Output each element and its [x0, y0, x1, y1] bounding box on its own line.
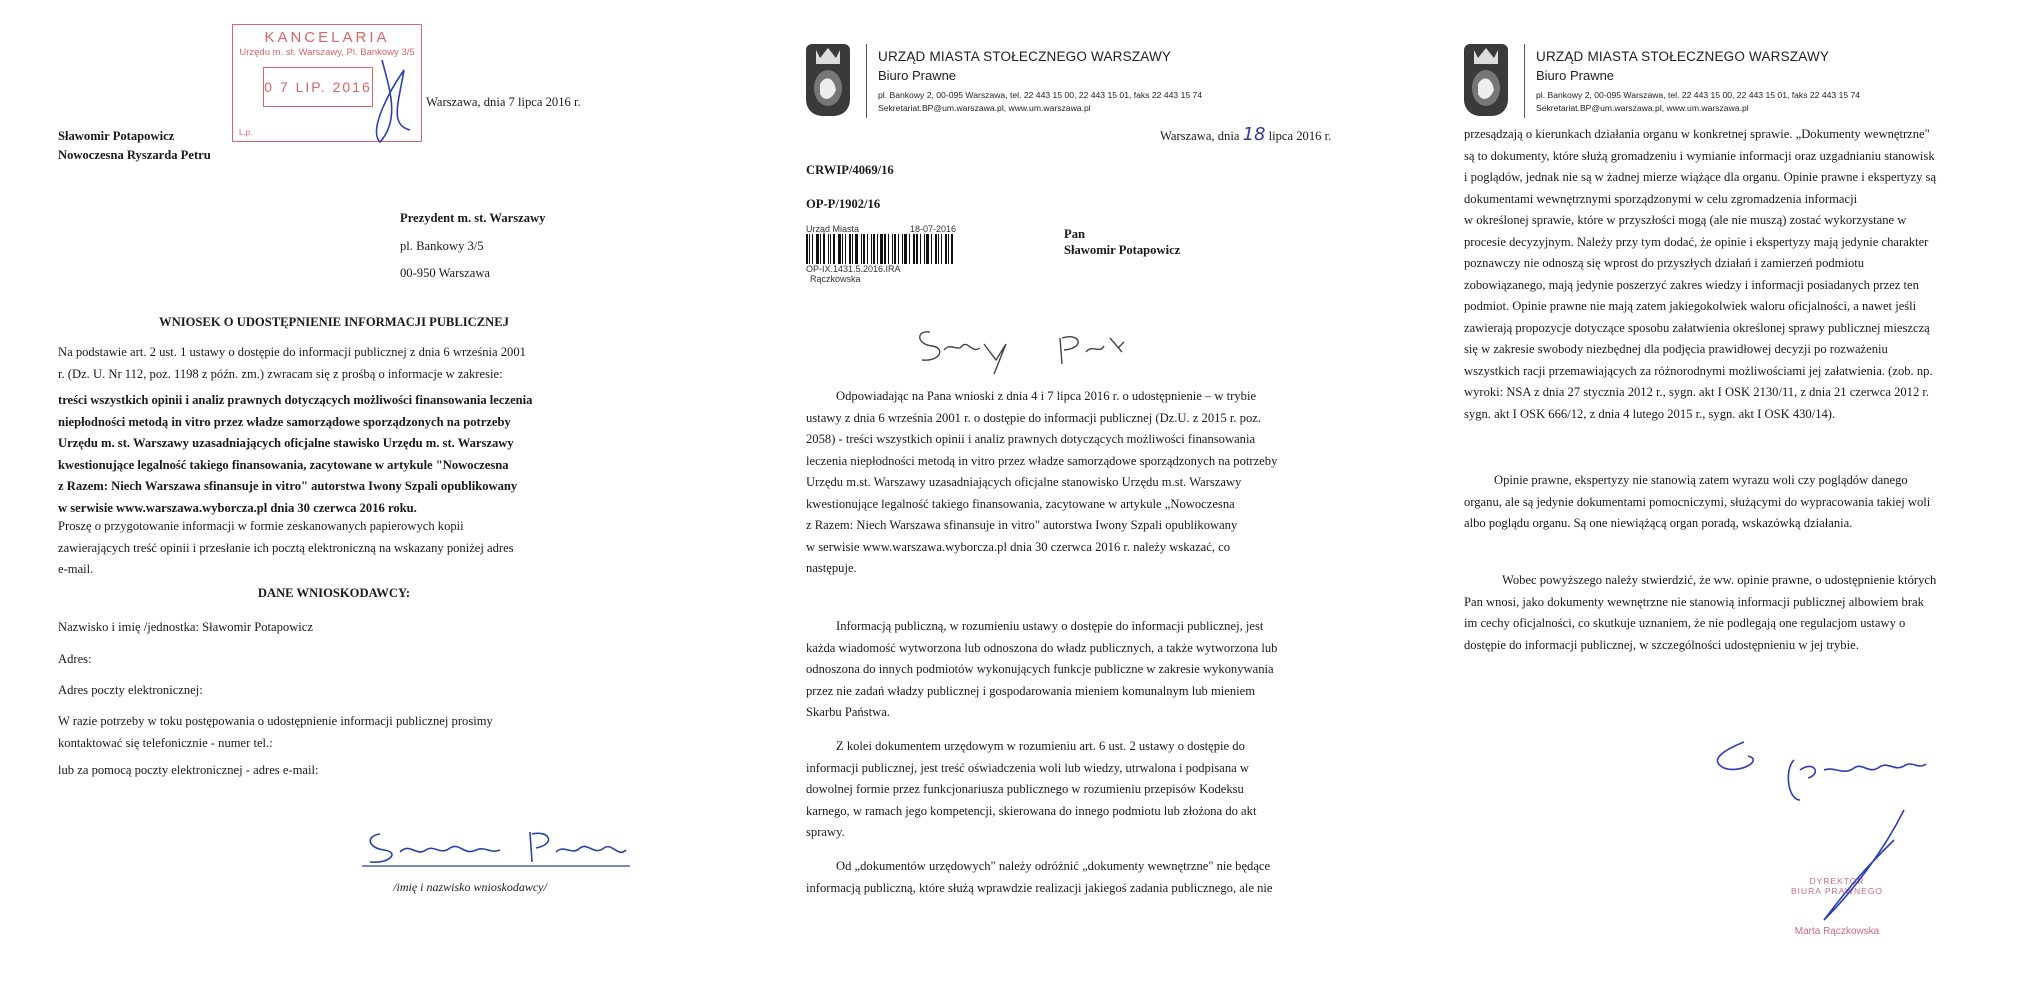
- signature-caption: /imię i nazwisko wnioskodawcy/: [393, 880, 547, 894]
- barcode-bar: [894, 234, 896, 264]
- barcode-bar: [931, 234, 932, 264]
- barcode-bar: [867, 234, 868, 264]
- barcode-bar: [916, 234, 918, 264]
- barcode-bar: [845, 234, 846, 264]
- text-line: są to dokumenty, które służą gromadzeniu i wymianie informacji oraz uzgadnianiu stanowisk: [1464, 148, 1935, 163]
- text-line: leczenia niepłodności metodą in vitro przez władze samorządowe sporządzonych na potrzeby: [806, 453, 1278, 468]
- barcode-bar: [828, 234, 829, 264]
- barcode-bar: [935, 234, 937, 264]
- text-line: dowolnej formie przez funkcjonariusza publicznego w rozumieniu przepisów Kodeksu: [806, 782, 1244, 796]
- place-date-day: 18: [1242, 124, 1266, 145]
- barcode-bar: [909, 234, 910, 264]
- text-line: procesie decyzyjnym. Należy przy tym dodać, że opinie i ekspertyzy mają jedynie charakter: [1464, 234, 1929, 249]
- department-name: Biuro Prawne: [1536, 68, 1615, 83]
- place-date: Warszawa, dnia 7 lipca 2016 r.: [426, 95, 581, 109]
- letterhead-divider: [866, 44, 867, 118]
- reply-letter-page-1: [760, 0, 1400, 1000]
- institution-contact: Sekretariat.BP@um.warszawa.pl, www.um.warszawa.pl: [1536, 103, 1749, 113]
- text-line: karnego, w ramach jego kompetencji, skierowana do innego podmiotu lub złożona do akt: [806, 803, 1257, 818]
- barcode-bar: [884, 234, 886, 264]
- barcode-bar: [888, 234, 889, 264]
- reply-paragraph-3: [806, 736, 1352, 844]
- reference-number-1: CRWIP/4069/16: [806, 163, 894, 177]
- text-line: dostępie do informacji publicznej, w szczególności udostępnieniu w jej trybie.: [1464, 637, 1859, 652]
- barcode-code: OP-IX.1431.5.2016.IRA: [806, 264, 901, 274]
- reply-paragraph-4: [806, 856, 1352, 899]
- handwritten-salutation: [910, 318, 1150, 378]
- barcode-bar: [812, 234, 813, 264]
- barcode-bar: [926, 234, 929, 264]
- institution-address: pl. Bankowy 2, 00-095 Warszawa, tel. 22 443 15 00, 22 443 15 01, faks 22 443 15 74: [1536, 90, 1861, 100]
- text-line: kwestionujące legalność takiego finansowania, zacytowane w artykule "Nowoczesna: [58, 457, 509, 472]
- request-heading: WNIOSEK O UDOSTĘPNIENIE INFORMACJI PUBLICZNEJ: [159, 315, 509, 329]
- institution-address: pl. Bankowy 2, 00-095 Warszawa, tel. 22 443 15 00, 22 443 15 01, faks 22 443 15 74: [878, 90, 1203, 100]
- text-line: informacji publicznej, jest treść oświadczenia woli lub wiedzy, utrwalona i podpisana w: [806, 760, 1249, 775]
- stamp-name: Marta Rączkowska: [1794, 926, 1880, 937]
- text-line: sprawy.: [806, 825, 845, 839]
- barcode-bar: [948, 234, 949, 264]
- barcode: [806, 234, 956, 264]
- text-line: Odpowiadając na Pana wnioski z dnia 4 i 7 lipca 2016 r. o udostępnienie – w trybie: [836, 389, 1257, 403]
- recipient-title: Pan: [1064, 227, 1085, 241]
- reply-paragraph-1: [806, 386, 1352, 580]
- barcode-bar: [852, 234, 853, 264]
- barcode-bar: [842, 234, 843, 264]
- sender-organization: Nowoczesna Ryszarda Petru: [58, 148, 211, 162]
- text-line: kontaktować się telefonicznie - numer tel.:: [58, 735, 273, 750]
- stamp-date: 0 7 LIP. 2016: [263, 67, 373, 107]
- text-line: z Razem: Niech Warszawa sfinansuje in vitro" autorstwa Iwony Szpali opublikowany: [806, 518, 1238, 532]
- text-line: Z kolei dokumentem urzędowym w rozumieniu art. 6 ust. 2 ustawy o dostępie do: [836, 739, 1245, 753]
- text-line: odnoszona do innych podmiotów wykonujących funkcje publiczne w zakresie wykonywania: [806, 662, 1274, 676]
- text-line: r. (Dz. U. Nr 112, poz. 1198 z późn. zm.) zwracam się z prośbą o informacje w zakresie:: [58, 366, 503, 381]
- text-line: Urzędu m.st. Warszawy uzasadniających oficjalne stanowisko Urzędu m.st. Warszawy: [806, 475, 1242, 489]
- reference-number-2: OP-P/1902/16: [806, 197, 881, 211]
- text-line: każda wiadomość wytworzona lub odnoszona do władz publicznych, a także wytworzona lub: [806, 640, 1278, 655]
- place-date-suffix: lipca 2016 r.: [1268, 129, 1332, 143]
- barcode-bar: [816, 234, 819, 264]
- text-line: Wobec powyższego należy stwierdzić, że ww. opinie prawne, o udostępnienie których: [1502, 573, 1937, 587]
- warsaw-crest-icon: [1464, 44, 1508, 116]
- reply-letter-page-2: [1440, 0, 2038, 1000]
- sender-name: Sławomir Potapowicz: [58, 129, 175, 143]
- text-line: informacją publiczną, które służą wprawdzie realizacji jakiegoś zadania publicznego, ale nie: [806, 880, 1273, 895]
- applicant-signature: [360, 822, 640, 872]
- text-line: Skarbu Państwa.: [806, 705, 890, 719]
- request-letter-page: [0, 0, 700, 1000]
- scope-paragraph: [58, 390, 610, 519]
- reply-paragraph-7: [1464, 570, 1992, 656]
- registry-stamp: [232, 24, 422, 142]
- text-line: Informacją publiczną, w rozumieniu ustawy o dostępie do informacji publicznej, jest: [836, 619, 1264, 633]
- barcode-bar: [823, 234, 825, 264]
- barcode-bar: [913, 234, 915, 264]
- barcode-bar: [809, 234, 810, 264]
- recipient-city: 00-950 Warszawa: [400, 266, 491, 280]
- applicant-email-field: Adres poczty elektronicznej:: [58, 683, 203, 697]
- text-line: ustawy z dnia 6 września 2001 r. o dostępie do informacji publicznej (Dz.U. z 2015 r. poz.: [806, 410, 1262, 425]
- director-stamp: [1762, 876, 1912, 937]
- text-line: zawierających treść opinii i przesłanie ich pocztą elektroniczną na wskazany poniżej adres: [58, 540, 514, 555]
- text-line: Opinie prawne, ekspertyzy nie stanowią zatem wyrazu woli czy poglądów danego: [1494, 473, 1908, 487]
- text-line: przez nie zadań władzy publicznej i gospodarowania mieniem komunalnym lub mieniem: [806, 683, 1256, 698]
- letterhead: [1464, 44, 1861, 116]
- text-line: z Razem: Niech Warszawa sfinansuje in vitro" autorstwa Iwony Szpali opublikowany: [58, 479, 518, 493]
- text-line: organu, ale są jedynie dokumentami pomocniczymi, służącymi do wypracowania takiej woli: [1464, 494, 1931, 509]
- stamp-department: BIURA PRAWNEGO: [1790, 886, 1884, 896]
- barcode-bar: [902, 234, 903, 264]
- barcode-bar: [924, 234, 925, 264]
- text-line: poznawczy nie odnoszą się wprost do przyszłych działań i zamierzeń podmiotu: [1464, 256, 1865, 270]
- text-line: w serwisie www.warszawa.wyborcza.pl dnia 30 czerwca 2016 r. należy wskazać, co: [806, 539, 1231, 554]
- barcode-bar: [838, 234, 841, 264]
- contact-paragraph: [58, 711, 618, 754]
- place-date-prefix: Warszawa, dnia: [1160, 129, 1240, 143]
- barcode-bar: [855, 234, 858, 264]
- institution-name: URZĄD MIASTA STOŁECZNEGO WARSZAWY: [878, 49, 1172, 64]
- text-line: Proszę o przygotowanie informacji w formie zeskanowanych papierowych kopii: [58, 519, 464, 533]
- text-line: dokumentami wewnętrznymi sporządzonymi w celu zgromadzenia informacji: [1464, 191, 1858, 206]
- letterhead: [806, 44, 1203, 116]
- text-line: wszystkich racji przemawiających za różnorodnymi możliwościami jej załatwienia. (zob. np.: [1464, 363, 1933, 378]
- text-line: zawierają propozycje dotyczące sposobu załatwienia określonej sprawy publicznej mieszczą: [1464, 320, 1930, 335]
- barcode-bar: [938, 234, 939, 264]
- text-line: przesądzają o kierunkach działania organu w konkretnej sprawie. „Dokumenty wewnętrzne": [1464, 127, 1930, 141]
- barcode-date: 18-07-2016: [909, 224, 956, 234]
- request-paragraph: [58, 516, 610, 581]
- barcode-bar: [880, 234, 883, 264]
- text-line: treści wszystkich opinii i analiz prawnych dotyczących możliwości finansowania leczenia: [58, 393, 533, 407]
- warsaw-crest-icon: [806, 44, 850, 116]
- barcode-bar: [861, 234, 862, 264]
- stamp-lp: L.p.: [239, 128, 253, 137]
- text-line: e-mail.: [58, 562, 94, 576]
- letterhead-divider: [1524, 44, 1525, 118]
- barcode-bar: [877, 234, 878, 264]
- text-line: Urzędu m. st. Warszawy uzasadniających oficjalne stawisko Urzędu m. st. Warszawy: [58, 436, 514, 450]
- stamp-title: KANCELARIA: [264, 29, 390, 46]
- institution-contact: Sekretariat.BP@um.warszawa.pl, www.um.warszawa.pl: [878, 103, 1091, 113]
- applicant-email2-field: lub za pomocą poczty elektronicznej - adres e-mail:: [58, 763, 319, 777]
- barcode-bar: [945, 234, 947, 264]
- barcode-bar: [830, 234, 831, 264]
- stamp-title: DYREKTOR: [1809, 876, 1865, 886]
- text-line: albo poglądu organu. Są one niewiążącą organ poradą, wskazówką działania.: [1464, 516, 1853, 530]
- text-line: kwestionujące legalność takiego finansowania, zacytowane w artykule „Nowoczesna: [806, 496, 1235, 511]
- intro-paragraph: [58, 342, 610, 385]
- text-line: podmiot. Opinie prawne nie mają zatem jakiegokolwiek waloru oficjalności, a nawet jeśli: [1464, 299, 1917, 313]
- text-line: Na podstawie art. 2 ust. 1 ustawy o dostępie do informacji publicznej z dnia 6 września 2001: [58, 345, 526, 359]
- barcode-label: [806, 224, 956, 284]
- barcode-bar: [904, 234, 907, 264]
- barcode-bar: [820, 234, 821, 264]
- text-line: się w zakresie swobody niezbędnej dla podjęcia prawidłowej decyzji po rozważeniu: [1464, 342, 1888, 356]
- applicant-name-field: Nazwisko i imię /jednostka: Sławomir Potapowicz: [58, 620, 313, 634]
- barcode-bar: [871, 234, 872, 264]
- recipient-name: Sławomir Potapowicz: [1064, 243, 1181, 257]
- text-line: w serwisie www.warszawa.wyborcza.pl dnia 30 czerwca 2016 roku.: [58, 500, 417, 515]
- barcode-bar: [833, 234, 835, 264]
- barcode-bar: [892, 234, 893, 264]
- reply-paragraph-2: [806, 616, 1352, 724]
- recipient-title: Prezydent m. st. Warszawy: [400, 211, 546, 225]
- text-line: W razie potrzeby w toku postępowania o udostępnienie informacji publicznej prosimy: [58, 714, 493, 728]
- text-line: Pan wnosi, jako dokumenty wewnętrzne nie stanowią informacji publicznej albowiem brak: [1464, 594, 1924, 609]
- department-name: Biuro Prawne: [878, 68, 957, 83]
- barcode-person: Rączkowska: [810, 274, 861, 284]
- text-line: niepłodności metodą in vitro przez władze samorządowe sporządzonych na potrzeby: [58, 414, 511, 429]
- text-line: następuje.: [806, 561, 857, 575]
- place-date: [1160, 124, 1331, 148]
- text-line: w określonej sprawie, które w przyszłości mogą (ale nie muszą) zostać wykorzystane w: [1464, 213, 1907, 227]
- reply-paragraph-5: [1464, 124, 1992, 425]
- barcode-bar: [941, 234, 942, 264]
- reply-paragraph-6: [1464, 470, 1992, 535]
- barcode-bar: [920, 234, 921, 264]
- barcode-org: Urząd Miasta: [806, 224, 860, 234]
- barcode-bar: [863, 234, 865, 264]
- text-line: Od „dokumentów urzędowych" należy odróżnić „dokumenty wewnętrzne" nie będące: [836, 859, 1271, 873]
- text-line: wyroki: NSA z dnia 27 stycznia 2012 r., sygn. akt I OSK 2130/11, z dnia 21 czerwca 2012 r.: [1464, 385, 1930, 399]
- barcode-bar: [806, 234, 808, 264]
- text-line: sygn. akt I OSK 666/12, z dnia 4 lutego 2015 r., sygn. akt I OSK 430/14).: [1464, 406, 1836, 421]
- barcode-bar: [849, 234, 851, 264]
- text-line: i poglądów, jednak nie są w żadnej mierze wiążące dla organu. Opinie prawne i ekspertyzy są: [1464, 170, 1937, 184]
- text-line: 2058) - treści wszystkich opinii i analiz prawnych dotyczących możliwości finansowania: [806, 432, 1256, 446]
- text-line: im cechy oficjalności, co skutkuje uznaniem, że nie podlegają one regulacjom ustawy o: [1464, 616, 1906, 630]
- recipient-street: pl. Bankowy 3/5: [400, 239, 484, 253]
- text-line: zobowiązanego, mają jedynie poszerzyć zakres wiedzy i informacji posiadanych przez ten: [1464, 277, 1919, 292]
- barcode-bar: [951, 234, 953, 264]
- barcode-bar: [898, 234, 899, 264]
- institution-name: URZĄD MIASTA STOŁECZNEGO WARSZAWY: [1536, 49, 1830, 64]
- applicant-address-field: Adres:: [58, 652, 92, 666]
- stamp-address: Urzędu m. st. Warszawy, Pl. Bankowy 3/5: [239, 47, 415, 58]
- applicant-heading: DANE WNIOSKODAWCY:: [257, 586, 411, 600]
- barcode-bar: [873, 234, 875, 264]
